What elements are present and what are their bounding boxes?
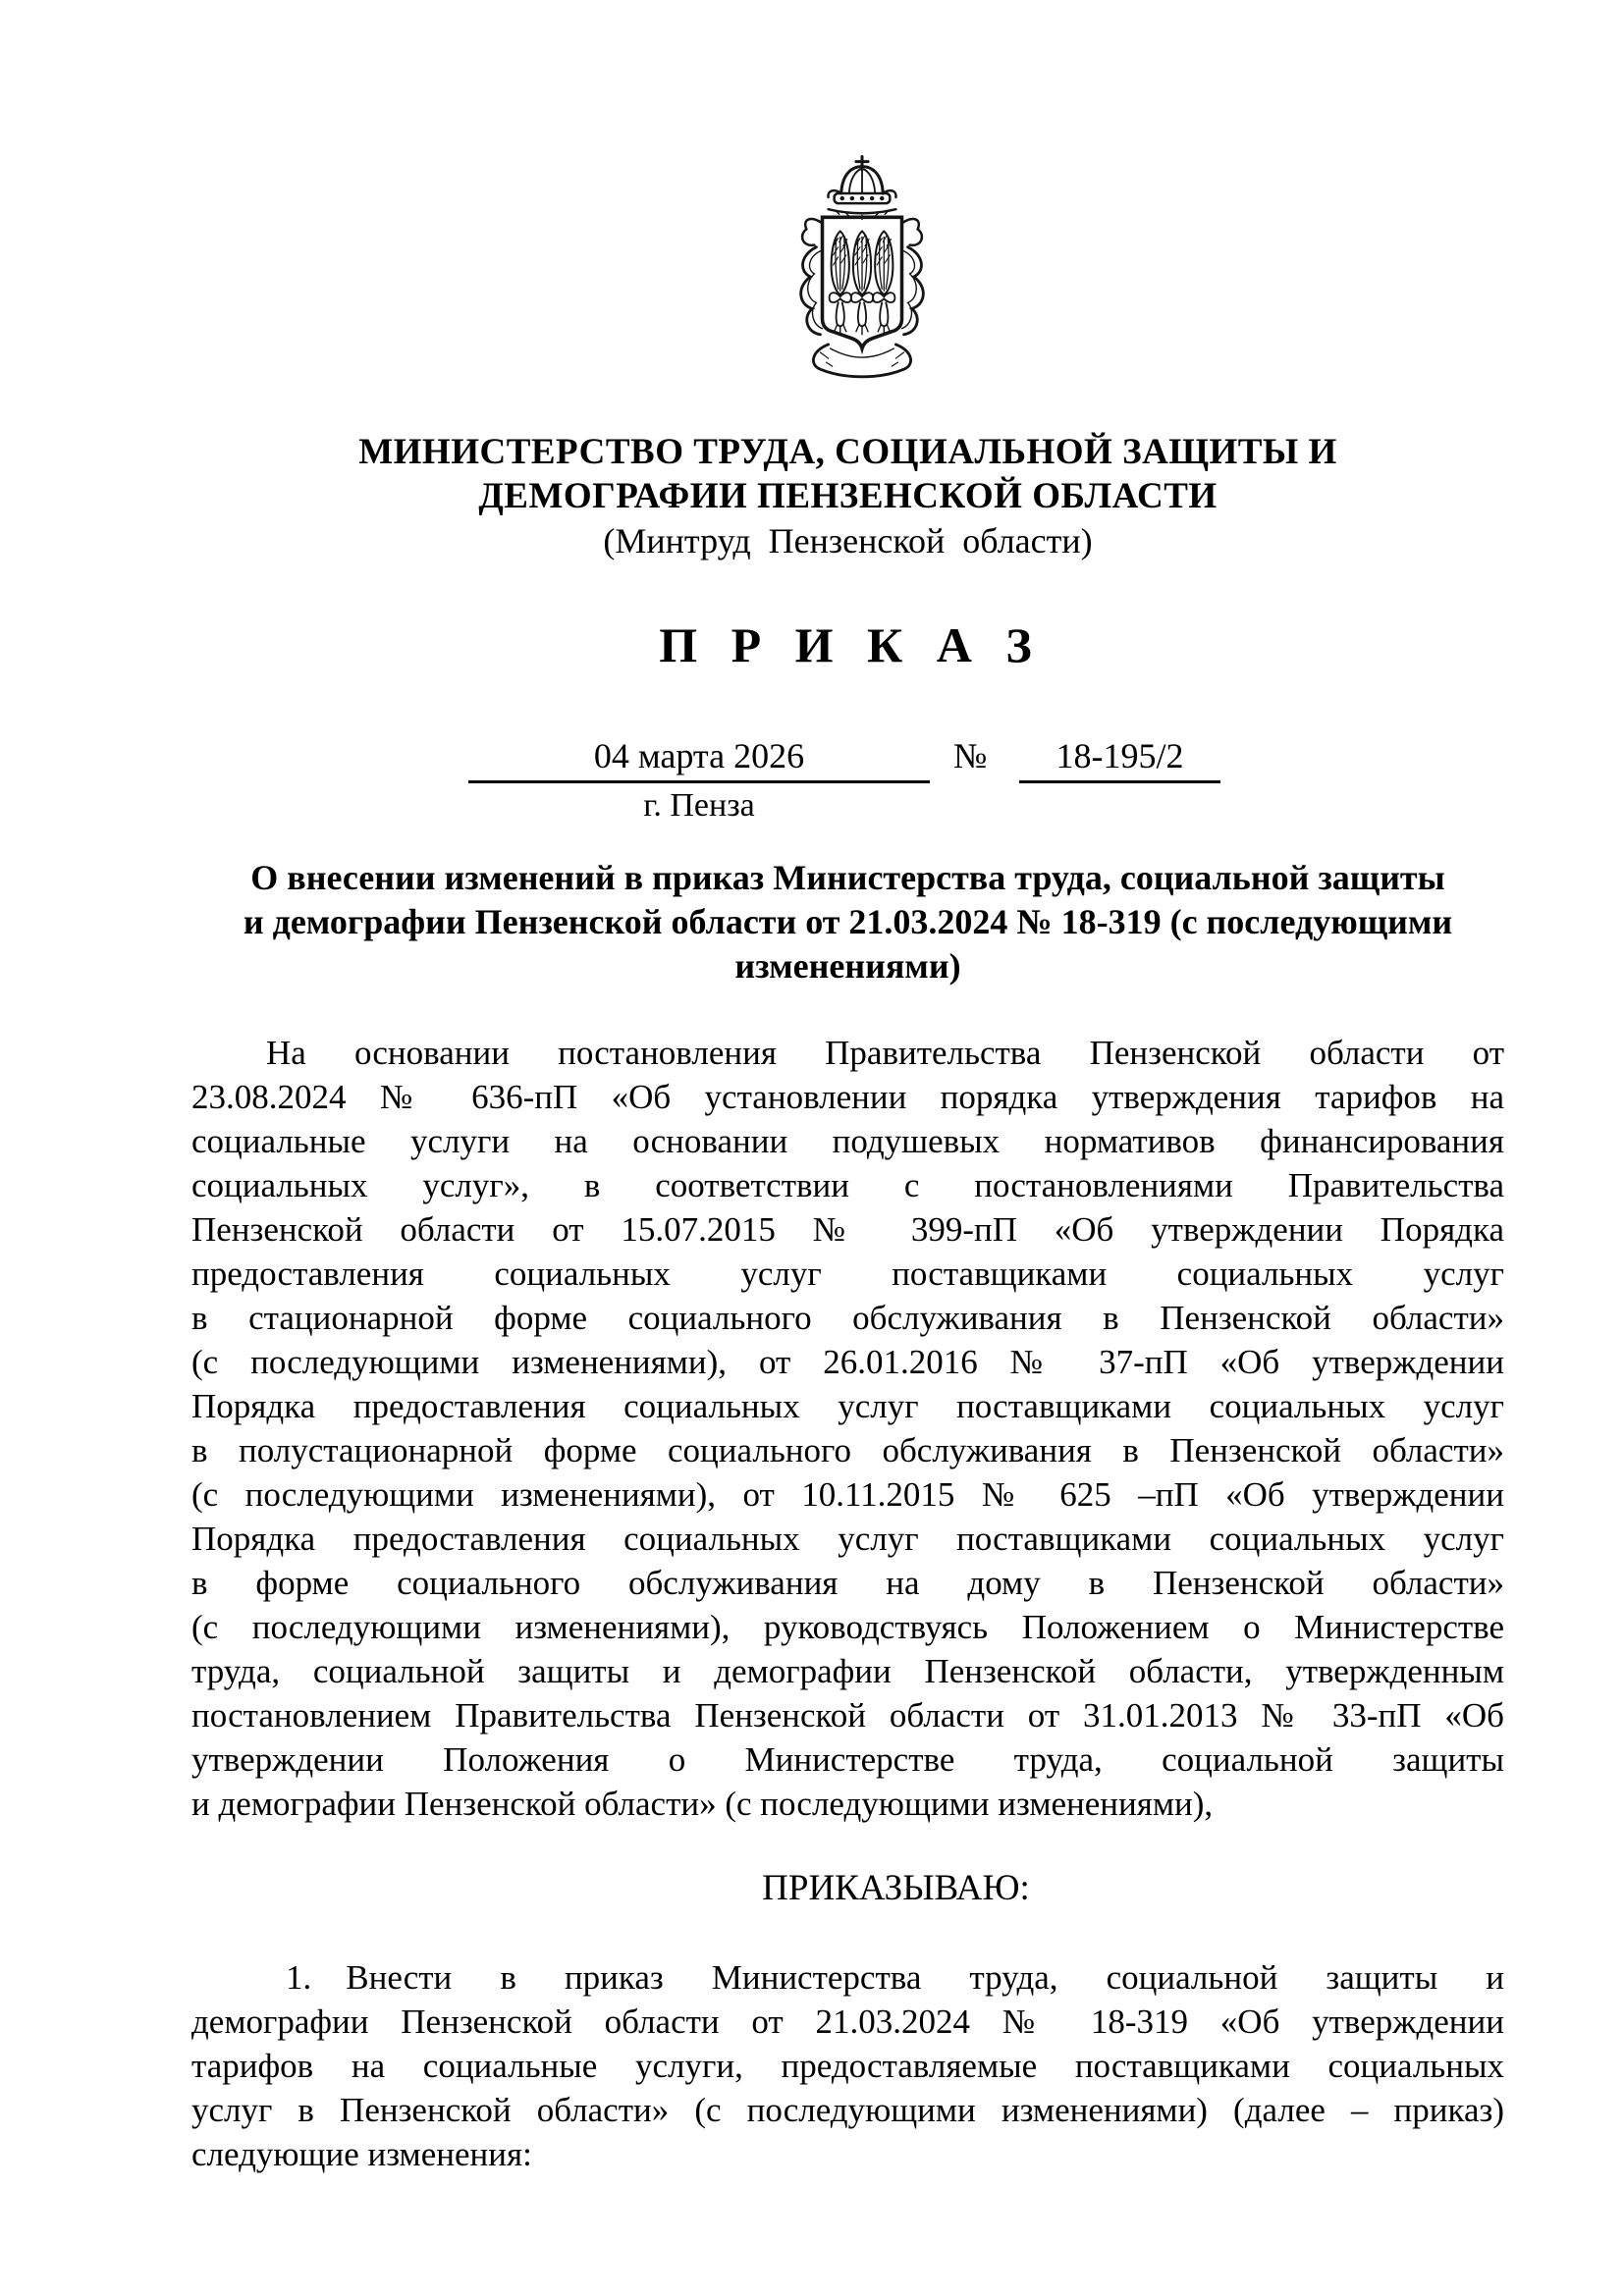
subject-heading-line: изменениями) <box>734 946 961 986</box>
body-line: в полустационарной форме социального обслуживания в Пензенской области» <box>191 1431 1504 1469</box>
body-line: тарифов на социальные услуги, предоставляемые поставщиками социальных <box>191 2047 1504 2085</box>
body-line: 1. Внести в приказ Министерства труда, социальной защиты и <box>286 1958 1504 1997</box>
date-number-block <box>191 731 1504 839</box>
order-number: 18-195/2 <box>1019 731 1220 783</box>
body-line: 23.08.2024 № 636-пП «Об установлении порядка утверждения тарифов на <box>191 1078 1504 1116</box>
body-line: труда, социальной защиты и демографии Пензенской области, утвержденным <box>191 1652 1504 1690</box>
body-line: предоставления социальных услуг поставщиками социальных услуг <box>191 1255 1504 1293</box>
body-line: в форме социального обслуживания на дому в Пензенской области» <box>191 1564 1504 1602</box>
preamble-paragraph <box>191 1031 1504 1826</box>
ministry-name-line2: ДЕМОГРАФИИ ПЕНЗЕНСКОЙ ОБЛАСТИ <box>478 476 1218 516</box>
body-line: и демографии Пензенской области» (с последующими изменениями), <box>191 1785 1214 1823</box>
body-line: утверждении Положения о Министерстве труда, социальной защиты <box>191 1740 1504 1779</box>
ministry-name-line1: МИНИСТЕРСТВО ТРУДА, СОЦИАЛЬНОЙ ЗАЩИТЫ И <box>358 432 1337 472</box>
body-line: (с последующими изменениями), от 26.01.2016 № 37-пП «Об утверждении <box>191 1343 1504 1381</box>
body-line: социальные услуги на основании подушевых нормативов финансирования <box>191 1122 1504 1160</box>
resolution-word: ПРИКАЗЫВАЮ: <box>762 1868 1030 1908</box>
subject-heading-line: и демографии Пензенской области от 21.03.2024 № 18-319 (с последующими <box>243 902 1453 941</box>
ministry-header <box>191 430 1504 564</box>
penza-coat-of-arms-icon <box>783 153 942 393</box>
order-date: 04 марта 2026 <box>468 731 930 783</box>
body-line: (с последующими изменениями), руководствуясь Положением о Министерстве <box>191 1608 1504 1646</box>
subject-heading <box>191 856 1504 988</box>
body-line: в стационарной форме социального обслуживания в Пензенской области» <box>191 1299 1504 1337</box>
body-line: (с последующими изменениями), от 10.11.2015 № 625 –пП «Об утверждении <box>191 1475 1504 1514</box>
body-line: услуг в Пензенской области» (с последующими изменениями) (далее – приказ) <box>191 2091 1504 2129</box>
subject-heading-line: О внесении изменений в приказ Министерства труда, социальной защиты <box>250 858 1445 897</box>
body-line: социальных услуг», в соответствии с постановлениями Правительства <box>191 1166 1504 1204</box>
number-sign: № <box>953 736 988 775</box>
body-line: демографии Пензенской области от 21.03.2024 № 18-319 «Об утверждении <box>191 2002 1504 2041</box>
body-line: постановлением Правительства Пензенской области от 31.01.2013 № 33-пП «Об <box>191 1696 1504 1735</box>
body-line: Порядка предоставления социальных услуг поставщиками социальных услуг <box>191 1387 1504 1425</box>
body-line: Порядка предоставления социальных услуг поставщиками социальных услуг <box>191 1520 1504 1558</box>
issue-city: г. Пенза <box>643 787 755 824</box>
body-line: На основании постановления Правительства Пензенской области от <box>266 1034 1504 1072</box>
body-line: Пензенской области от 15.07.2015 № 399-пП «Об утверждении Порядка <box>191 1210 1504 1249</box>
ministry-short-name: (Минтруд Пензенской области) <box>603 521 1093 561</box>
document-type-title: П Р И К А З <box>659 617 1037 672</box>
item-1-paragraph <box>191 1955 1504 2176</box>
body-line: следующие изменения: <box>191 2135 532 2173</box>
